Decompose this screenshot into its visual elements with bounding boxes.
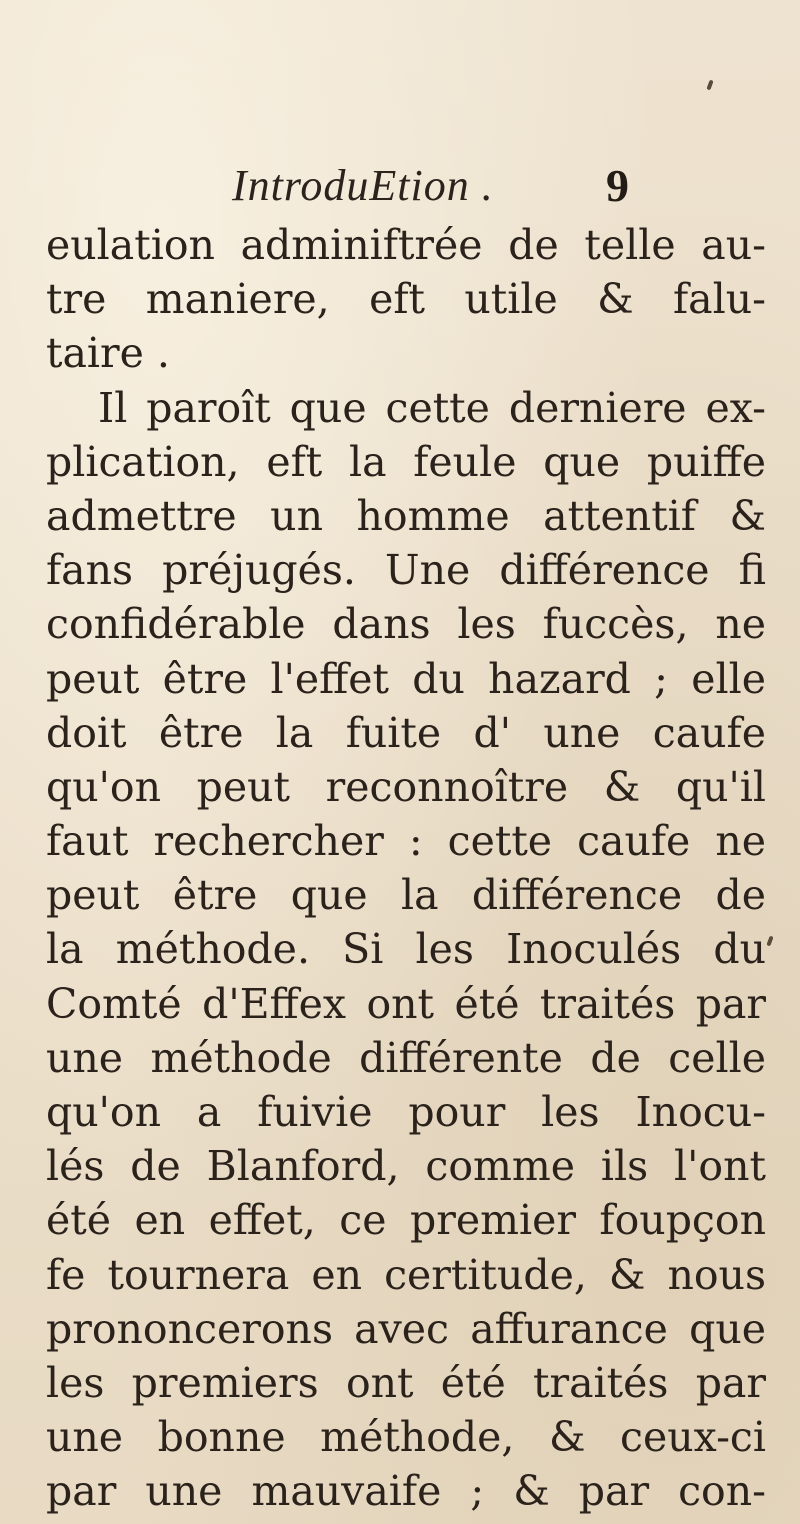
text-line: une méthode différente de celle xyxy=(46,1033,766,1082)
text-line: peut être que la différence de xyxy=(46,871,766,920)
text-line: plication, eft la feule que puiffe xyxy=(46,437,766,486)
text-body xyxy=(46,218,766,1519)
text-line: qu'on a fuivie pour les Inocu- xyxy=(46,1088,766,1136)
ink-speck xyxy=(706,80,713,91)
page-number: 9 xyxy=(606,160,629,211)
text-line: confidérable dans les fuccès, ne xyxy=(46,600,766,649)
text-line: admettre un homme attentif & xyxy=(46,491,766,540)
text-line: été en effet, ce premier foupçon xyxy=(46,1196,766,1245)
text-line: les premiers ont été traités par xyxy=(46,1358,766,1407)
running-head xyxy=(0,158,800,218)
text-line: la méthode. Si les Inoculés du xyxy=(46,925,766,974)
text-line: par une mauvaife ; & par con- xyxy=(46,1467,766,1516)
text-line: eulation adminiftrée de telle au- xyxy=(46,221,766,269)
text-line: prononcerons avec affurance que xyxy=(46,1304,766,1353)
text-line: doit être la fuite d' une caufe xyxy=(46,708,766,757)
text-line: lés de Blanford, comme ils l'ont xyxy=(46,1142,766,1191)
ink-speck xyxy=(766,936,773,947)
paragraph-start-line: Il paroît que cette derniere ex- xyxy=(98,383,766,432)
running-title: IntroduEtion . xyxy=(232,161,494,210)
text-line: Comté d'Effex ont été traités par xyxy=(46,979,766,1028)
text-line: qu'on peut reconnoître & qu'il xyxy=(46,762,766,811)
text-line: fe tournera en certitude, & nous xyxy=(46,1250,766,1299)
text-line: peut être l'effet du hazard ; elle xyxy=(46,654,766,703)
text-line: faut rechercher : cette caufe ne xyxy=(46,817,766,866)
text-line: une bonne méthode, & ceux-ci xyxy=(46,1413,766,1462)
text-line: tre maniere, eft utile & falu- xyxy=(46,275,766,324)
text-line: taire . xyxy=(46,329,170,378)
text-line: fans préjugés. Une différence fi xyxy=(46,546,766,595)
